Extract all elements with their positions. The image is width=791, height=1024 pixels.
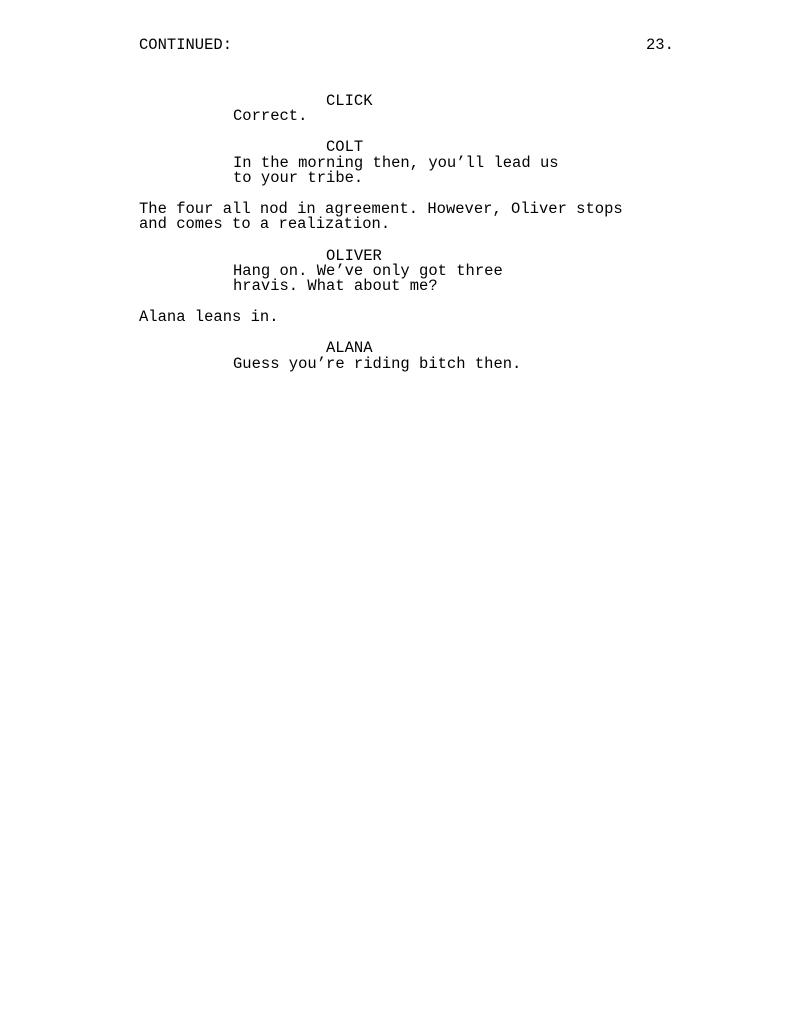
character-name: CLICK <box>326 92 373 110</box>
action-line: The four all nod in agreement. However, Oliver stops <box>139 200 623 218</box>
character-name: ALANA <box>326 339 373 357</box>
dialogue-line: Correct. <box>233 107 308 125</box>
dialogue-line: Guess you’re riding bitch then. <box>233 355 522 373</box>
dialogue-line: In the morning then, you’ll lead us <box>233 154 559 172</box>
dialogue-line: Hang on. We’ve only got three <box>233 262 503 280</box>
character-name: OLIVER <box>326 247 382 265</box>
dialogue-line: hravis. What about me? <box>233 277 438 295</box>
page-number: 23. <box>646 36 674 54</box>
action-line: Alana leans in. <box>139 308 279 326</box>
character-name: COLT <box>326 138 364 156</box>
dialogue-line: to your tribe. <box>233 169 364 187</box>
action-line: and comes to a realization. <box>139 215 391 233</box>
continued-label: CONTINUED: <box>139 36 233 54</box>
